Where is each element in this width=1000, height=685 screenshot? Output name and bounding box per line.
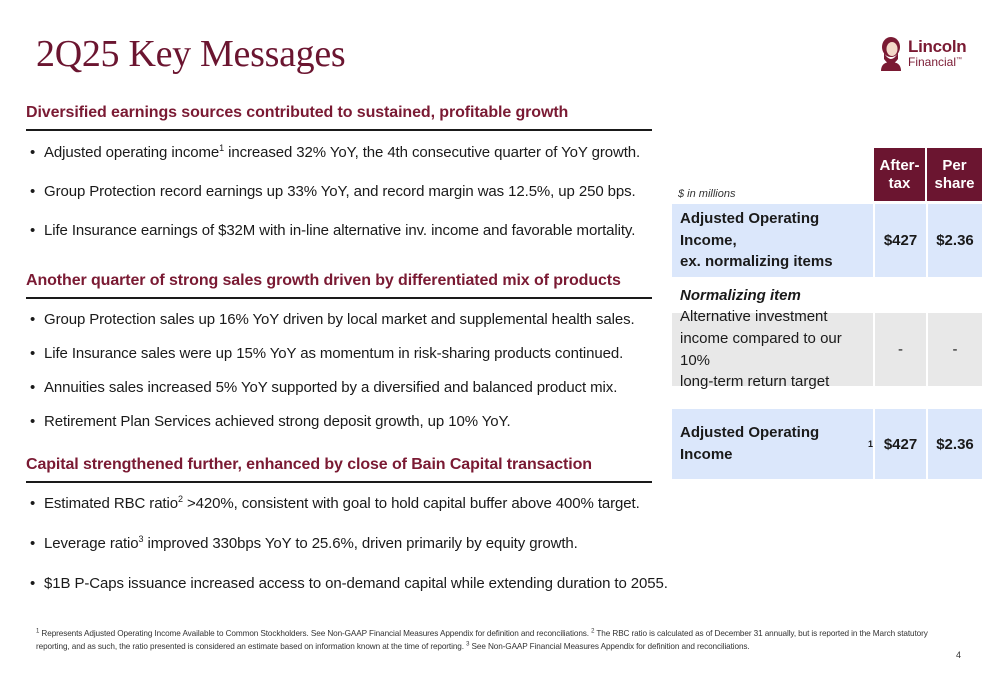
- cell-per-share: -: [928, 313, 982, 386]
- logo-subtitle: Financial™: [908, 55, 963, 69]
- bullet-item: • Annuities sales increased 5% YoY supported by a diversified and balanced product mix.: [26, 379, 652, 413]
- lincoln-logo: [878, 34, 968, 72]
- cell-after-tax: -: [875, 313, 926, 386]
- cell-after-tax: $427: [875, 204, 926, 277]
- cell-per-share: $2.36: [928, 409, 982, 479]
- bullet-item: • Life Insurance sales were up 15% YoY as momentum in risk-sharing products continued.: [26, 345, 652, 379]
- table-row-adjusted-ex-normalizing: [672, 204, 982, 277]
- bullet-item: • Leverage ratio$^3$ improved 330bps YoY to 25.6%, driven primarily by equity growth.: [26, 535, 652, 575]
- header-after-tax: After-tax: [874, 148, 925, 201]
- footnote: $^1$ Represents Adjusted Operating Income Available to Common Stockholders. See Non-GAAP Financial Measures Appendix for definition and reconciliations. $^2$ The RBC ratio is calculated as of December 31 annually, but is reported in the March statutory reporting, and as such, the ratio presented is considered an estimate based on information known at the time of reporting. $^3$ See Non-GAAP Financial Measures Appendix for definition and reconciliations.: [36, 628, 928, 651]
- lincoln-portrait-icon: [878, 35, 904, 71]
- bullet-list: [26, 494, 668, 615]
- page-title: 2Q25 Key Messages: [36, 33, 346, 75]
- table-row-adjusted-operating-income: [672, 409, 982, 479]
- section-heading: Capital strengthened further, enhanced by close of Bain Capital transaction: [26, 456, 652, 483]
- bullet-item: • Estimated RBC ratio$^2$ >420%, consistent with goal to hold capital buffer above 400% target.: [26, 495, 652, 535]
- bullet-list: [26, 311, 652, 447]
- section-capital: [26, 456, 668, 615]
- section-earnings: [26, 104, 652, 261]
- row-label: Adjusted Operating Income 1: [672, 409, 873, 479]
- section-heading: Diversified earnings sources contributed to sustained, profitable growth: [26, 104, 652, 131]
- section-sales: [26, 272, 652, 447]
- bullet-item: • Adjusted operating income$^1$ increased 32% YoY, the 4th consecutive quarter of YoY growth.: [26, 144, 652, 183]
- units-label: $ in millions: [678, 188, 736, 200]
- bullet-item: • Group Protection record earnings up 33% YoY, and record margin was 12.5%, up 250 bps.: [26, 183, 652, 222]
- bullet-list: [26, 144, 652, 261]
- bullet-item: • Group Protection sales up 16% YoY driven by local market and supplemental health sales.: [26, 311, 652, 345]
- page-number: 4: [956, 650, 962, 660]
- header-per-share: Per share: [927, 148, 982, 201]
- cell-per-share: $2.36: [928, 204, 982, 277]
- cell-after-tax: $427: [875, 409, 926, 479]
- row-label: Adjusted Operating Income, ex. normalizing items: [672, 204, 873, 277]
- bullet-item: • $1B P-Caps issuance increased access to on-demand capital while extending duration to 2055.: [26, 575, 652, 615]
- logo-name: Lincoln: [908, 37, 967, 56]
- section-heading: Another quarter of strong sales growth driven by differentiated mix of products: [26, 272, 652, 299]
- table-row-normalizing-item: [672, 308, 982, 391]
- bullet-item: • Retirement Plan Services achieved strong deposit growth, up 10% YoY.: [26, 413, 652, 447]
- bullet-item: • Life Insurance earnings of $32M with in-line alternative inv. income and favorable mortality.: [26, 222, 652, 261]
- row-label: Alternative investment income compared to our 10% long-term return target: [672, 313, 873, 386]
- normalizing-heading: Normalizing item: [680, 287, 801, 304]
